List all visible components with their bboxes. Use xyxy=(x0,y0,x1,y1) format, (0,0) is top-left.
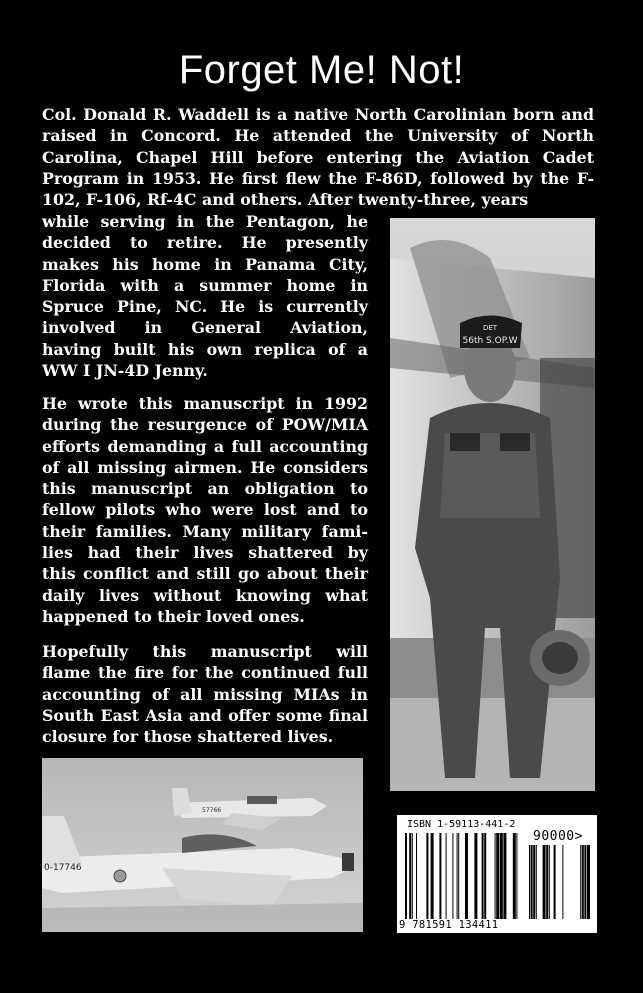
barcode-bars xyxy=(397,815,597,933)
cap-text: 56th S.OP.W xyxy=(462,336,518,346)
bio-paragraph-1-continued xyxy=(42,211,368,381)
text-line: this manuscript an obligation to xyxy=(42,479,368,499)
bio-paragraph-1 xyxy=(42,104,594,210)
barcode-addon-bar xyxy=(546,845,548,919)
text-line: He wrote this manuscript in 1992 xyxy=(42,394,368,413)
barcode-addon-bar xyxy=(533,845,535,919)
barcode-bar xyxy=(500,833,503,919)
text-line: Hopefully this manuscript will xyxy=(42,642,368,661)
text-line: South East Asia and offer some final xyxy=(42,705,368,725)
tail-number-2: 57766 xyxy=(202,807,222,814)
text-line: Florida with a summer home in xyxy=(42,275,368,295)
barcode-bar xyxy=(457,833,458,919)
barcode-bar xyxy=(484,833,486,919)
barcode-bar xyxy=(465,833,468,919)
barcode-bar xyxy=(452,833,453,919)
text-line: decided to retire. He presently xyxy=(42,233,368,253)
bio-paragraph-3 xyxy=(42,641,368,747)
text-line: during the resurgence of POW/MIA xyxy=(42,415,368,435)
barcode-bar xyxy=(405,833,407,919)
price-code: 90000> xyxy=(533,829,583,844)
barcode-addon-bar xyxy=(584,845,586,919)
barcode-bar xyxy=(495,833,496,919)
barcode-addon-bar xyxy=(536,845,537,919)
text-line: closure for those shattered lives. xyxy=(42,727,334,747)
aircraft-formation-photo xyxy=(42,758,363,932)
text-line: accounting of all missing MIAs in xyxy=(42,684,368,704)
barcode-bar xyxy=(431,833,434,919)
barcode-addon-bar xyxy=(543,845,546,919)
text-line: makes his home in Panama City, xyxy=(42,254,368,274)
barcode-bar xyxy=(416,833,417,919)
isbn-number: ISBN 1-59113-441-2 xyxy=(407,819,516,830)
barcode-bar xyxy=(409,833,411,919)
tail-number: 0-17746 xyxy=(44,863,82,873)
text-line: involved in General Aviation, xyxy=(42,318,368,338)
barcode-bar xyxy=(439,833,441,919)
barcode-bar xyxy=(516,833,517,919)
text-line: lies had their lives shattered by xyxy=(42,543,368,563)
barcode-bar xyxy=(496,833,499,919)
book-title: Forget Me! Not! xyxy=(178,48,465,92)
text-line: Carolina, Chapel Hill before entering the Aviation Cadet xyxy=(42,147,594,167)
text-line: raised in Concord. He attended the University of North xyxy=(42,126,594,146)
text-line: flame the fire for the continued full xyxy=(42,663,368,683)
text-line: Col. Donald R. Waddell is a native North Carolinian born and xyxy=(42,105,594,124)
text-line: daily lives without knowing what xyxy=(42,585,368,605)
barcode-bar xyxy=(474,833,477,919)
text-line: while serving in the Pentagon, he xyxy=(42,212,368,231)
barcode-addon-bar xyxy=(580,845,581,919)
text-line: fellow pilots who were lost and to xyxy=(42,500,368,520)
barcode-addon-bar xyxy=(562,845,563,919)
ean-digits: 9 781591 134411 xyxy=(399,919,499,931)
barcode-addon-bar xyxy=(582,845,584,919)
barcode-bar xyxy=(513,833,516,919)
text-line: this conflict and still go about their xyxy=(42,564,368,584)
barcode-addon-bar xyxy=(549,845,550,919)
text-line: happened to their loved ones. xyxy=(42,606,305,626)
text-line: Program in 1953. He first flew the F-86D, followed by the F- xyxy=(42,168,594,188)
text-line: WW I JN-4D Jenny. xyxy=(42,361,208,381)
barcode-bar xyxy=(482,833,484,919)
text-line: of all missing airmen. He considers xyxy=(42,457,368,477)
barcode-bar xyxy=(426,833,428,919)
barcode-addon-bar xyxy=(529,845,530,919)
cap-top-text: DET xyxy=(482,324,498,332)
text-line: Spruce Pine, NC. He is currently xyxy=(42,297,368,317)
bio-paragraph-2 xyxy=(42,393,368,627)
barcode-bar xyxy=(458,833,459,919)
pilot-photo xyxy=(390,218,595,791)
text-line: their families. Many military fami- xyxy=(42,521,368,541)
isbn-barcode xyxy=(397,815,597,933)
barcode-addon-bar xyxy=(587,845,590,919)
barcode-bar xyxy=(412,833,413,919)
barcode-bar xyxy=(446,833,447,919)
text-line: 102, F-106, Rf-4C and others. After twenty-three, years xyxy=(42,190,529,210)
barcode-bar xyxy=(503,833,506,919)
barcode-addon-bar xyxy=(531,845,533,919)
text-line: efforts demanding a full accounting xyxy=(42,436,368,456)
text-line: having built his own replica of a xyxy=(42,339,368,359)
barcode-addon-bar xyxy=(554,845,556,919)
